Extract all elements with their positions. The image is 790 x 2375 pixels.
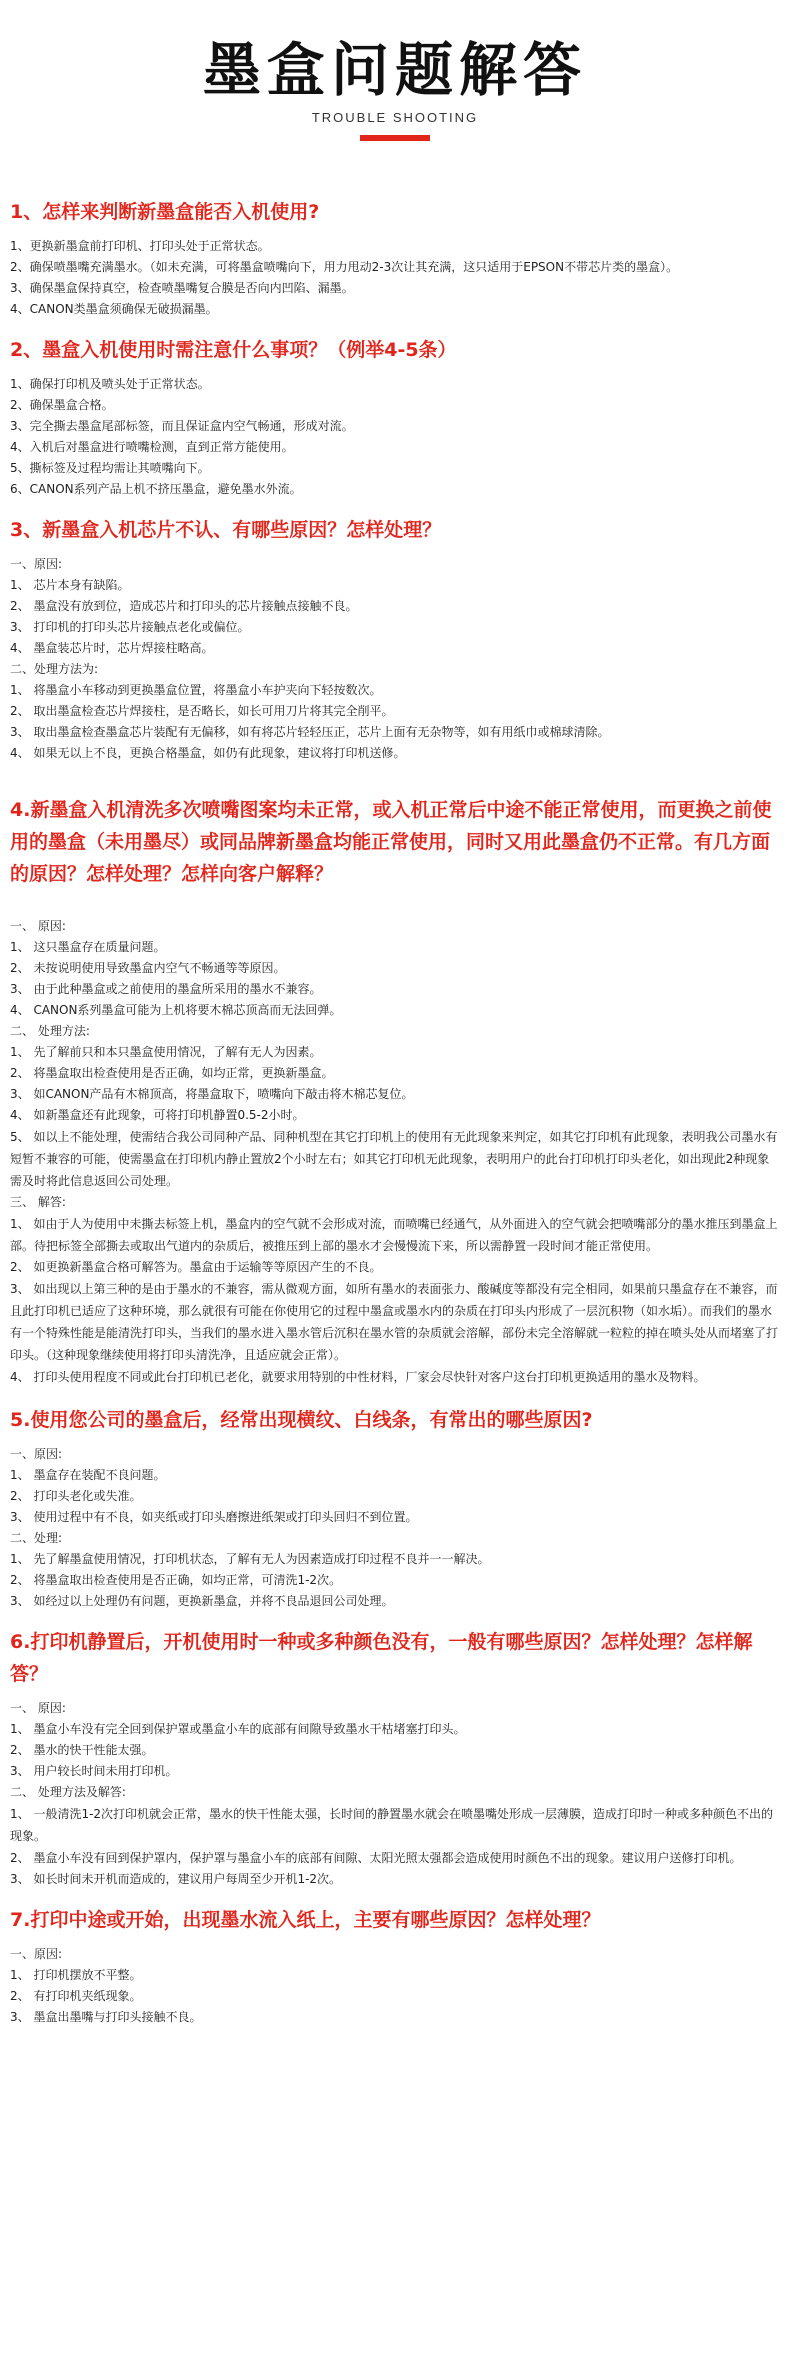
faq-line: 3、 如经过以上处理仍有问题，更换新墨盒，并将不良品退回公司处理。 <box>10 1594 394 1608</box>
faq-line: 4、入机后对墨盒进行喷嘴检测，直到正常方能使用。 <box>10 440 294 454</box>
faq-line: 1、 如由于人为使用中未撕去标签上机，墨盒内的空气就不会形成对流，而喷嘴已经通气，从外面进入的空气就会把喷嘴部分的墨水推压到墨盒上部。待把标签全部撕去或取出气道内的杂质后，被推压到上部的墨水才会慢慢流下来，所以需静置一段时间才能正常使用。 <box>10 1217 778 1253</box>
faq-line: 3、 如长时间未开机而造成的，建议用户每周至少开机1-2次。 <box>10 1872 342 1886</box>
faq-line: 4、 如新墨盒还有此现象，可将打印机静置0.5-2小时。 <box>10 1108 305 1122</box>
faq-line: 一、原因: <box>10 1947 63 1961</box>
faq-section-6 <box>0 1626 790 1890</box>
faq-line: 3、确保墨盒保持真空，检查喷墨嘴复合膜是否向内凹陷、漏墨。 <box>10 281 354 295</box>
faq-line: 4、CANON类墨盒须确保无破损漏墨。 <box>10 302 218 316</box>
faq-line: 1、更换新墨盒前打印机、打印头处于正常状态。 <box>10 239 270 253</box>
faq-line: 一、原因: <box>10 1447 63 1461</box>
faq-line: 2、 将墨盒取出检查使用是否正确，如均正常，可清洗1-2次。 <box>10 1573 342 1587</box>
faq-line: 一、 原因: <box>10 919 66 933</box>
faq-line: 2、 墨水的快干性能太强。 <box>10 1743 154 1757</box>
faq-line: 二、 处理方法及解答: <box>10 1785 126 1799</box>
faq-line: 2、 取出墨盒检查芯片焊接柱，是否略长，如长可用刀片将其完全削平。 <box>10 704 394 718</box>
faq-line: 2、确保墨盒合格。 <box>10 398 114 412</box>
faq-line: 1、 先了解墨盒使用情况，打印机状态，了解有无人为因素造成打印过程不良并一一解决。 <box>10 1552 490 1566</box>
faq-line: 1、 打印机摆放不平整。 <box>10 1968 142 1982</box>
faq-line: 1、 芯片本身有缺陷。 <box>10 578 130 592</box>
faq-line: 一、原因: <box>10 557 63 571</box>
faq-question: 3、新墨盒入机芯片不认、有哪些原因？怎样处理？ <box>10 519 442 541</box>
faq-section-7 <box>0 1904 790 2028</box>
faq-question: 4.新墨盒入机清洗多次喷嘴图案均未正常，或入机正常后中途不能正常使用，而更换之前使用的墨盒（未用墨尽）或同品牌新墨盒均能正常使用，同时又用此墨盒仍不正常。有几方面的原因？怎样处理？怎样向客户解释？ <box>10 799 772 885</box>
faq-line: 5、 如以上不能处理，使需结合我公司同种产品、同种机型在其它打印机上的使用有无此现象来判定，如其它打印机有此现象，表明我公司墨水有短暂不兼容的可能，使需墨盒在打印机内静止置放2个小时左右；如其它打印机无此现象，表明用户的此台打印机打印头老化，如出现此2种现象需及时将此信息返回公司处理。 <box>10 1130 778 1188</box>
faq-question: 7.打印中途或开始，出现墨水流入纸上，主要有哪些原因？怎样处理？ <box>10 1909 601 1931</box>
faq-line: 3、 取出墨盒检查墨盒芯片装配有无偏移，如有将芯片轻轻压正，芯片上面有无杂物等，如有用纸巾或棉球清除。 <box>10 725 610 739</box>
faq-content <box>0 190 790 2028</box>
faq-line: 2、 将墨盒取出检查使用是否正确，如均正常，更换新墨盒。 <box>10 1066 334 1080</box>
faq-line: 2、 有打印机夹纸现象。 <box>10 1989 142 2003</box>
faq-line: 2、 如更换新墨盒合格可解答为。墨盒由于运输等等原因产生的不良。 <box>10 1260 382 1274</box>
header <box>0 0 790 141</box>
faq-section-3 <box>0 514 790 764</box>
faq-line: 3、 如CANON产品有木棉顶高，将墨盒取下，喷嘴向下敲击将木棉芯复位。 <box>10 1087 414 1101</box>
faq-section-1 <box>0 196 790 320</box>
faq-line: 1、 一般清洗1-2次打印机就会正常，墨水的快干性能太强，长时间的静置墨水就会在喷墨嘴处形成一层薄膜，造成打印时一种或多种颜色不出的现象。 <box>10 1807 774 1843</box>
faq-line: 4、 打印头使用程度不同或此台打印机已老化，就要求用特别的中性材料，厂家会尽快针对客户这台打印机更换适用的墨水及物料。 <box>10 1370 706 1384</box>
faq-section-2 <box>0 334 790 500</box>
faq-question: 6.打印机静置后，开机使用时一种或多种颜色没有，一般有哪些原因？怎样处理？怎样解答？ <box>10 1631 753 1685</box>
faq-line: 二、 处理方法: <box>10 1024 90 1038</box>
page-title: 墨盒问题解答 <box>202 36 587 104</box>
faq-line: 二、处理: <box>10 1531 63 1545</box>
faq-line: 2、确保喷墨嘴充满墨水。（如未充满，可将墨盒喷嘴向下，用力甩动2-3次让其充满，这只适用于EPSON不带芯片类的墨盒）。 <box>10 260 679 274</box>
faq-line: 3、 由于此种墨盒或之前使用的墨盒所采用的墨水不兼容。 <box>10 982 322 996</box>
faq-line: 三、 解答: <box>10 1195 66 1209</box>
faq-line: 1、 这只墨盒存在质量问题。 <box>10 940 166 954</box>
page-subtitle: TROUBLE SHOOTING <box>311 110 479 125</box>
title-underline <box>360 135 430 141</box>
faq-line: 2、 墨盒没有放到位，造成芯片和打印头的芯片接触点接触不良。 <box>10 599 358 613</box>
faq-section-4 <box>0 794 790 1388</box>
faq-question: 5.使用您公司的墨盒后，经常出现横纹、白线条，有常出的哪些原因? <box>10 1409 593 1431</box>
faq-line: 1、确保打印机及喷头处于正常状态。 <box>10 377 210 391</box>
faq-line: 5、撕标签及过程均需让其喷嘴向下。 <box>10 461 210 475</box>
faq-line: 二、处理方法为: <box>10 662 99 676</box>
faq-line: 3、 打印机的打印头芯片接触点老化或偏位。 <box>10 620 250 634</box>
faq-line: 2、 未按说明使用导致墨盒内空气不畅通等等原因。 <box>10 961 286 975</box>
faq-line: 1、 墨盒小车没有完全回到保护罩或墨盒小车的底部有间隙导致墨水干枯堵塞打印头。 <box>10 1722 466 1736</box>
faq-section-5 <box>0 1404 790 1612</box>
faq-line: 1、 墨盒存在装配不良问题。 <box>10 1468 166 1482</box>
faq-line: 一、 原因: <box>10 1701 66 1715</box>
faq-line: 3、完全撕去墨盒尾部标签，而且保证盒内空气畅通，形成对流。 <box>10 419 354 433</box>
faq-question: 2、墨盒入机使用时需注意什么事项？（例举4-5条） <box>10 339 457 361</box>
faq-line: 2、 墨盒小车没有回到保护罩内，保护罩与墨盒小车的底部有间隙、太阳光照太强都会造成使用时颜色不出的现象。建议用户送修打印机。 <box>10 1851 742 1865</box>
faq-line: 4、 CANON系列墨盒可能为上机将要木棉芯顶高而无法回弹。 <box>10 1003 342 1017</box>
faq-question: 1、怎样来判断新墨盒能否入机使用? <box>10 201 320 223</box>
faq-line: 1、 将墨盒小车移动到更换墨盒位置，将墨盒小车护夹向下轻按数次。 <box>10 683 382 697</box>
faq-line: 2、 打印头老化或失准。 <box>10 1489 142 1503</box>
faq-line: 3、 用户较长时间未用打印机。 <box>10 1764 178 1778</box>
faq-line: 6、CANON系列产品上机不挤压墨盒，避免墨水外流。 <box>10 482 302 496</box>
faq-line: 4、 如果无以上不良，更换合格墨盒，如仍有此现象，建议将打印机送修。 <box>10 746 406 760</box>
faq-line: 4、 墨盒装芯片时，芯片焊接柱略高。 <box>10 641 214 655</box>
faq-line: 3、 使用过程中有不良，如夹纸或打印头磨擦进纸架或打印头回归不到位置。 <box>10 1510 418 1524</box>
faq-line: 3、 墨盒出墨嘴与打印头接触不良。 <box>10 2010 202 2024</box>
faq-line: 3、 如出现以上第三种的是由于墨水的不兼容，需从微观方面，如所有墨水的表面张力、酸碱度等都没有完全相同，如果前只墨盒存在不兼容，而且此打印机已适应了这种环境，那么就很有可能在你使用它的过程中墨盒或墨水内的杂质在打印头内形成了一层沉积物（如水垢）。而我们的墨水有一个特殊性能是能清洗打印头，当我们的墨水进入墨水管后沉积在墨水管的杂质就会溶解，部份未完全溶解就一粒粒的掉在喷头处从而堵塞了打印头。（这种现象继续使用将打印头清洗净，且适应就会正常）。 <box>10 1282 779 1362</box>
faq-line: 1、 先了解前只和本只墨盒使用情况，了解有无人为因素。 <box>10 1045 322 1059</box>
